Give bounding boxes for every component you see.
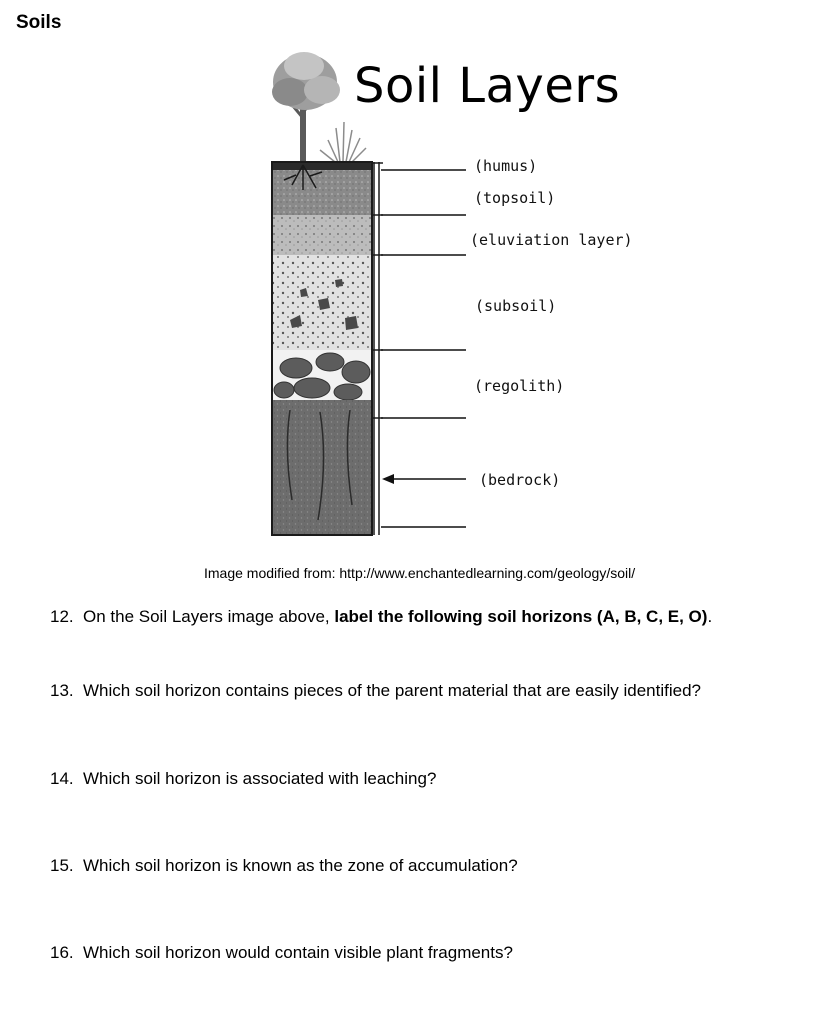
question-15 — [50, 856, 518, 876]
question-12 — [50, 607, 712, 627]
question-text-bold: label the following soil horizons (A, B, C, E, O) — [334, 607, 708, 626]
label-eluviation: (eluviation layer) — [470, 231, 633, 249]
arrow-left-icon — [382, 474, 466, 484]
question-number: 12. — [50, 607, 74, 626]
question-text: Which soil horizon is associated with leaching? — [83, 769, 437, 788]
figure-title: Soil Layers — [354, 58, 621, 114]
grass-icon — [320, 122, 366, 162]
question-14 — [50, 769, 436, 789]
label-bedrock: (bedrock) — [479, 471, 561, 489]
label-topsoil: (topsoil) — [474, 189, 556, 207]
question-number: 16. — [50, 943, 74, 962]
image-caption: Image modified from: http://www.enchantedlearning.com/geology/soil/ — [204, 565, 636, 581]
question-text: Which soil horizon would contain visible plant fragments? — [83, 943, 513, 962]
tree-icon — [272, 52, 340, 165]
question-text: On the Soil Layers image above, — [83, 607, 335, 626]
label-regolith: (regolith) — [474, 377, 565, 395]
question-16 — [50, 943, 513, 963]
question-13 — [50, 681, 701, 701]
question-number: 15. — [50, 856, 74, 875]
page-heading: Soils — [16, 12, 62, 33]
question-number: 13. — [50, 681, 74, 700]
question-text-end: . — [707, 607, 713, 626]
question-number: 14. — [50, 769, 74, 788]
label-humus: (humus) — [474, 157, 538, 175]
question-text: Which soil horizon contains pieces of the parent material that are easily identified? — [83, 681, 702, 700]
question-text: Which soil horizon is known as the zone of accumulation? — [83, 856, 518, 875]
label-subsoil: (subsoil) — [475, 297, 557, 315]
